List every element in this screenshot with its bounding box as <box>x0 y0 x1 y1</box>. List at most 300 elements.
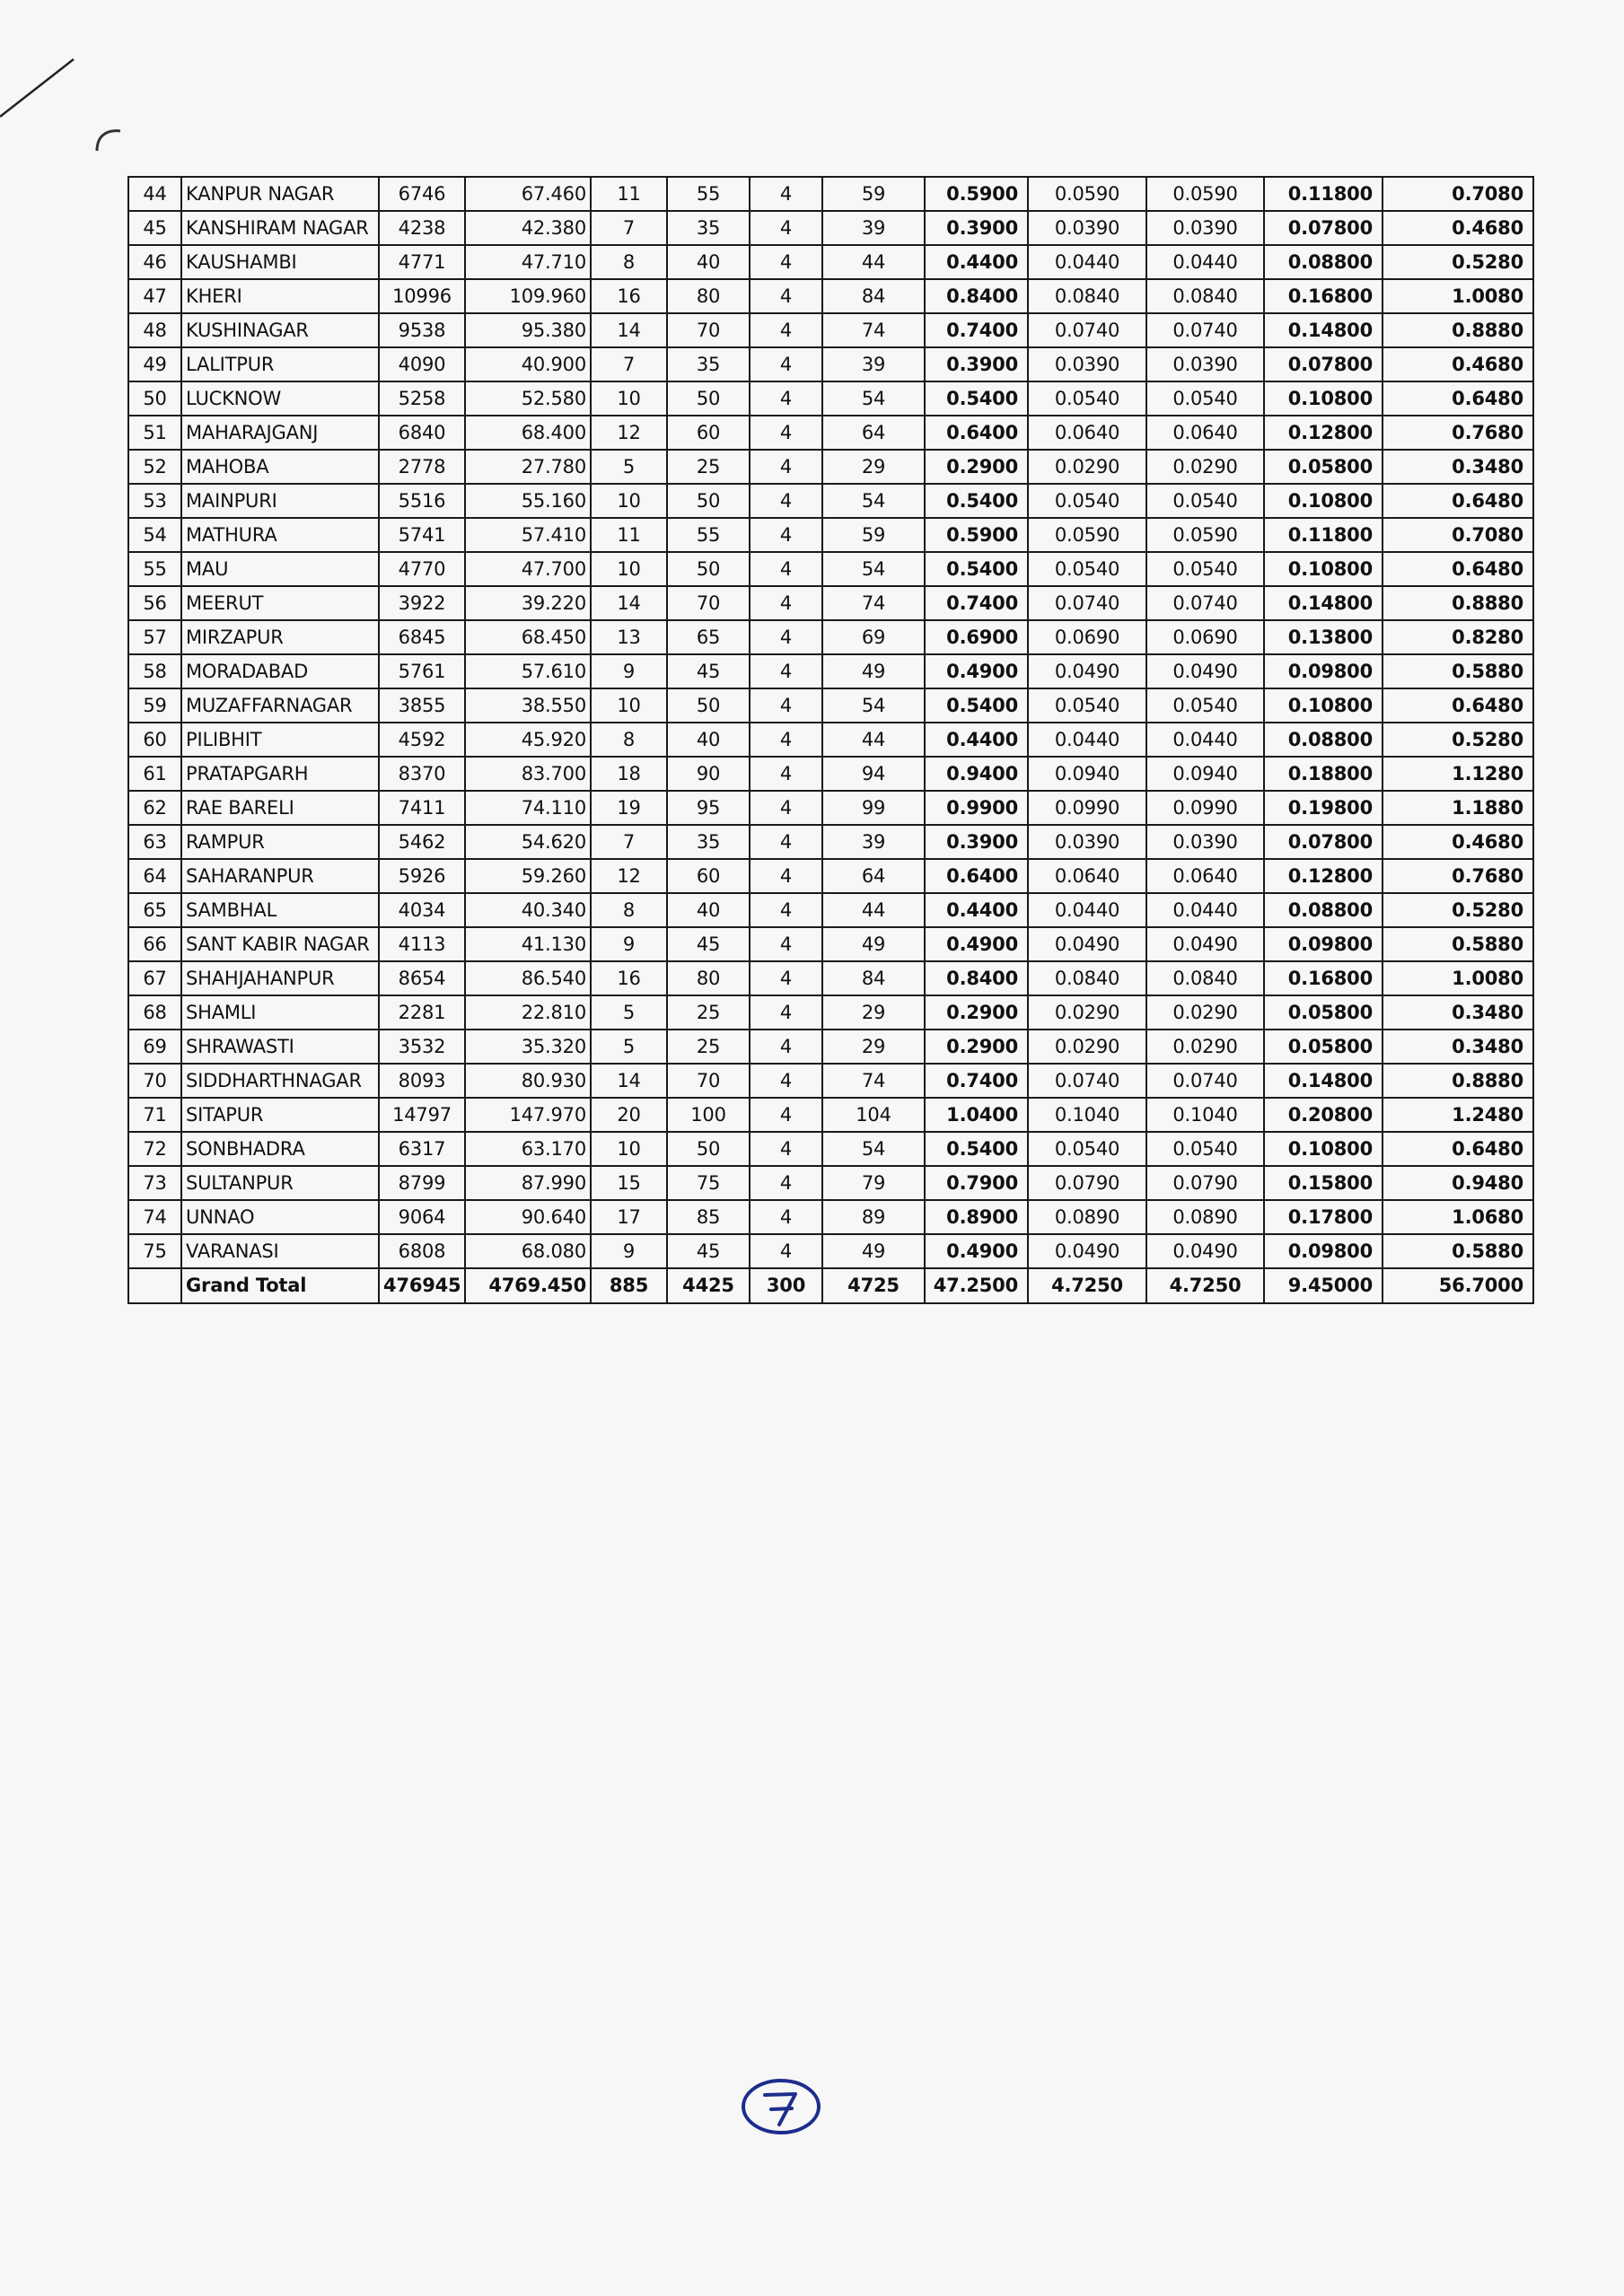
table-cell: 59.260 <box>465 859 591 893</box>
table-cell: 80.930 <box>465 1064 591 1098</box>
table-cell: 0.08800 <box>1264 245 1383 279</box>
table-cell: 0.0540 <box>1028 381 1146 416</box>
table-cell: 5 <box>591 450 667 484</box>
table-body <box>128 177 1533 1303</box>
table-cell: 45.920 <box>465 723 591 757</box>
table-cell: 4770 <box>379 552 465 586</box>
table-cell: 15 <box>591 1166 667 1200</box>
table-cell: 4 <box>750 927 822 961</box>
table-cell: 67.460 <box>465 177 591 211</box>
table-cell: 40 <box>667 893 750 927</box>
table-cell: 0.7080 <box>1383 518 1533 552</box>
table-cell: 4 <box>750 484 822 518</box>
table-cell: 0.5400 <box>925 1132 1028 1166</box>
table-row <box>128 347 1533 381</box>
table-cell: 44 <box>128 177 181 211</box>
table-cell: KANSHIRAM NAGAR <box>181 211 379 245</box>
table-cell: 19 <box>591 791 667 825</box>
table-cell: 0.4680 <box>1383 347 1533 381</box>
total-cell: 4725 <box>822 1268 925 1303</box>
table-cell: 1.2480 <box>1383 1098 1533 1132</box>
table-cell: 54.620 <box>465 825 591 859</box>
table-cell: 9538 <box>379 313 465 347</box>
table-cell: 0.8280 <box>1383 620 1533 654</box>
table-cell: 0.05800 <box>1264 450 1383 484</box>
table-cell: 0.14800 <box>1264 313 1383 347</box>
table-cell: 0.0390 <box>1028 347 1146 381</box>
table-cell: 4090 <box>379 347 465 381</box>
table-cell: KUSHINAGAR <box>181 313 379 347</box>
table-cell: 4 <box>750 211 822 245</box>
table-cell: 45 <box>667 1234 750 1268</box>
table-cell: 0.7080 <box>1383 177 1533 211</box>
table-cell: 72 <box>128 1132 181 1166</box>
table-cell: 4 <box>750 791 822 825</box>
table-cell: 89 <box>822 1200 925 1234</box>
table-cell: 38.550 <box>465 688 591 723</box>
table-cell: 0.15800 <box>1264 1166 1383 1200</box>
table-cell: 0.0690 <box>1146 620 1264 654</box>
table-cell: 74.110 <box>465 791 591 825</box>
table-cell: MAHOBA <box>181 450 379 484</box>
table-cell: 84 <box>822 279 925 313</box>
table-cell: 59 <box>128 688 181 723</box>
table-cell: 4 <box>750 381 822 416</box>
table-cell: SULTANPUR <box>181 1166 379 1200</box>
table-cell: 0.0290 <box>1028 995 1146 1030</box>
table-cell: 100 <box>667 1098 750 1132</box>
table-cell: 60 <box>667 416 750 450</box>
table-cell: 29 <box>822 1030 925 1064</box>
table-cell: MAHARAJGANJ <box>181 416 379 450</box>
table-cell: 0.0840 <box>1146 961 1264 995</box>
table-cell: UNNAO <box>181 1200 379 1234</box>
table-cell: 39.220 <box>465 586 591 620</box>
table-cell: 4 <box>750 757 822 791</box>
table-cell: 54 <box>822 484 925 518</box>
table-cell: 50 <box>667 688 750 723</box>
table-cell: 2281 <box>379 995 465 1030</box>
table-row <box>128 177 1533 211</box>
table-cell: 6845 <box>379 620 465 654</box>
table-cell: 0.0290 <box>1028 1030 1146 1064</box>
table-cell: 51 <box>128 416 181 450</box>
table-cell: 0.7400 <box>925 313 1028 347</box>
table-cell: 8654 <box>379 961 465 995</box>
table-row <box>128 757 1533 791</box>
table-cell: 8093 <box>379 1064 465 1098</box>
table-cell: 4 <box>750 313 822 347</box>
table-row <box>128 211 1533 245</box>
table-cell: 69 <box>822 620 925 654</box>
table-cell: RAMPUR <box>181 825 379 859</box>
table-cell: 4 <box>750 995 822 1030</box>
table-cell: 0.16800 <box>1264 961 1383 995</box>
table-cell: 80 <box>667 279 750 313</box>
table-cell: 4034 <box>379 893 465 927</box>
table-cell: 64 <box>822 416 925 450</box>
table-cell: 0.13800 <box>1264 620 1383 654</box>
table-cell: 0.07800 <box>1264 347 1383 381</box>
table-cell: 0.0490 <box>1146 1234 1264 1268</box>
table-row <box>128 825 1533 859</box>
table-cell: 49 <box>128 347 181 381</box>
table-cell: 0.20800 <box>1264 1098 1383 1132</box>
table-cell: 0.10800 <box>1264 381 1383 416</box>
table-cell: 40 <box>667 723 750 757</box>
table-cell: 0.1040 <box>1146 1098 1264 1132</box>
table-cell: 8 <box>591 893 667 927</box>
table-cell: 0.0790 <box>1146 1166 1264 1200</box>
table-cell: 0.10800 <box>1264 688 1383 723</box>
table-cell: 16 <box>591 961 667 995</box>
table-cell: 12 <box>591 859 667 893</box>
table-cell: 0.0540 <box>1028 1132 1146 1166</box>
table-cell: 5761 <box>379 654 465 688</box>
table-cell: SONBHADRA <box>181 1132 379 1166</box>
table-cell: 39 <box>822 211 925 245</box>
table-cell: 10996 <box>379 279 465 313</box>
table-row <box>128 484 1533 518</box>
table-cell: 67 <box>128 961 181 995</box>
table-cell: 4592 <box>379 723 465 757</box>
table-cell: 99 <box>822 791 925 825</box>
table-cell: 50 <box>667 381 750 416</box>
table-cell: 0.0540 <box>1028 688 1146 723</box>
table-cell: 0.8900 <box>925 1200 1028 1234</box>
table-cell: 55.160 <box>465 484 591 518</box>
table-cell: 0.0290 <box>1146 450 1264 484</box>
district-allocation-table-container <box>127 176 1532 1304</box>
table-cell: 0.0390 <box>1146 347 1264 381</box>
table-cell: 6840 <box>379 416 465 450</box>
table-cell: 35 <box>667 347 750 381</box>
table-cell: 4 <box>750 279 822 313</box>
table-cell: RAE BARELI <box>181 791 379 825</box>
table-cell: 7 <box>591 347 667 381</box>
table-cell: 0.0890 <box>1028 1200 1146 1234</box>
table-cell: 2778 <box>379 450 465 484</box>
table-cell: 0.3900 <box>925 211 1028 245</box>
table-cell: 35.320 <box>465 1030 591 1064</box>
table-row <box>128 1132 1533 1166</box>
table-cell: 16 <box>591 279 667 313</box>
table-cell: 57 <box>128 620 181 654</box>
table-cell: 60 <box>128 723 181 757</box>
handwritten-page-number <box>740 2075 822 2138</box>
table-cell: 69 <box>128 1030 181 1064</box>
table-cell: 0.0390 <box>1146 211 1264 245</box>
corner-curl-mark <box>88 124 133 169</box>
table-cell: 0.3480 <box>1383 450 1533 484</box>
table-cell: 0.16800 <box>1264 279 1383 313</box>
table-cell: 0.2900 <box>925 995 1028 1030</box>
table-cell: 4 <box>750 1098 822 1132</box>
table-cell: 71 <box>128 1098 181 1132</box>
table-cell: 0.07800 <box>1264 825 1383 859</box>
table-cell: 0.4400 <box>925 723 1028 757</box>
table-cell: 4 <box>750 1234 822 1268</box>
table-cell: 0.0640 <box>1146 859 1264 893</box>
table-cell: 4 <box>750 688 822 723</box>
table-cell: 53 <box>128 484 181 518</box>
table-cell: 0.0440 <box>1028 723 1146 757</box>
table-cell: 25 <box>667 995 750 1030</box>
table-cell: 68.080 <box>465 1234 591 1268</box>
table-cell: 0.0440 <box>1146 893 1264 927</box>
table-cell: 4238 <box>379 211 465 245</box>
table-cell: 56 <box>128 586 181 620</box>
table-cell: 0.8880 <box>1383 586 1533 620</box>
table-cell: 0.12800 <box>1264 416 1383 450</box>
table-cell: 4 <box>750 1166 822 1200</box>
table-cell: 5 <box>591 1030 667 1064</box>
table-cell: 0.0490 <box>1028 927 1146 961</box>
table-cell: 7411 <box>379 791 465 825</box>
table-cell: 14 <box>591 1064 667 1098</box>
table-cell: 52 <box>128 450 181 484</box>
table-cell: 39 <box>822 347 925 381</box>
table-cell: 4 <box>750 347 822 381</box>
table-cell: 9 <box>591 1234 667 1268</box>
table-cell: MEERUT <box>181 586 379 620</box>
table-cell: 90.640 <box>465 1200 591 1234</box>
table-row <box>128 279 1533 313</box>
table-cell: 10 <box>591 381 667 416</box>
table-cell: 0.19800 <box>1264 791 1383 825</box>
table-cell: SHAMLI <box>181 995 379 1030</box>
table-row <box>128 1200 1533 1234</box>
table-cell: 0.0440 <box>1146 245 1264 279</box>
table-row <box>128 961 1533 995</box>
table-cell: 55 <box>667 177 750 211</box>
table-cell: 35 <box>667 211 750 245</box>
table-cell: 0.10800 <box>1264 552 1383 586</box>
table-cell: 27.780 <box>465 450 591 484</box>
table-cell: 0.0440 <box>1146 723 1264 757</box>
table-cell: 0.6480 <box>1383 381 1533 416</box>
table-cell: 0.0490 <box>1028 654 1146 688</box>
table-cell: 4 <box>750 1132 822 1166</box>
total-cell: 9.45000 <box>1264 1268 1383 1303</box>
table-cell: 40.340 <box>465 893 591 927</box>
table-cell: 18 <box>591 757 667 791</box>
table-cell: 4 <box>750 1064 822 1098</box>
table-cell: 0.0540 <box>1028 484 1146 518</box>
table-cell: LUCKNOW <box>181 381 379 416</box>
table-cell: 0.7680 <box>1383 416 1533 450</box>
table-cell: 11 <box>591 518 667 552</box>
table-cell: 70 <box>128 1064 181 1098</box>
table-cell: 47.710 <box>465 245 591 279</box>
table-cell: 95.380 <box>465 313 591 347</box>
table-cell: 0.6480 <box>1383 1132 1533 1166</box>
table-row <box>128 245 1533 279</box>
grand-total-row <box>128 1268 1533 1303</box>
table-cell: 0.0640 <box>1028 416 1146 450</box>
table-cell: 0.0490 <box>1146 927 1264 961</box>
table-cell: 10 <box>591 552 667 586</box>
table-cell: 54 <box>822 688 925 723</box>
table-cell: 0.8880 <box>1383 313 1533 347</box>
table-cell: 6808 <box>379 1234 465 1268</box>
table-cell: 64 <box>822 859 925 893</box>
total-cell: 300 <box>750 1268 822 1303</box>
table-row <box>128 1098 1533 1132</box>
table-cell: 0.11800 <box>1264 518 1383 552</box>
table-cell: 0.0990 <box>1146 791 1264 825</box>
table-cell: 80 <box>667 961 750 995</box>
table-cell: 0.5400 <box>925 484 1028 518</box>
total-cell: 4769.450 <box>465 1268 591 1303</box>
table-cell: 0.14800 <box>1264 1064 1383 1098</box>
table-row <box>128 1166 1533 1200</box>
table-cell: KAUSHAMBI <box>181 245 379 279</box>
table-cell: 0.6400 <box>925 416 1028 450</box>
table-cell: 0.4400 <box>925 893 1028 927</box>
table-cell: LALITPUR <box>181 347 379 381</box>
table-row <box>128 654 1533 688</box>
table-cell: 1.1280 <box>1383 757 1533 791</box>
table-cell: 4 <box>750 620 822 654</box>
table-cell: 4113 <box>379 927 465 961</box>
table-cell: 0.08800 <box>1264 723 1383 757</box>
table-cell: SAMBHAL <box>181 893 379 927</box>
table-cell: 85 <box>667 1200 750 1234</box>
table-cell: 25 <box>667 1030 750 1064</box>
total-cell: 4.7250 <box>1028 1268 1146 1303</box>
table-cell: 0.0590 <box>1146 518 1264 552</box>
table-row <box>128 381 1533 416</box>
table-cell: MAINPURI <box>181 484 379 518</box>
table-cell: 50 <box>667 552 750 586</box>
table-cell: 0.5280 <box>1383 245 1533 279</box>
table-cell: SANT KABIR NAGAR <box>181 927 379 961</box>
table-cell: 83.700 <box>465 757 591 791</box>
table-cell: 3532 <box>379 1030 465 1064</box>
table-cell: 1.0080 <box>1383 961 1533 995</box>
table-cell: 0.0390 <box>1028 825 1146 859</box>
total-cell: 885 <box>591 1268 667 1303</box>
table-row <box>128 995 1533 1030</box>
table-cell: 0.05800 <box>1264 995 1383 1030</box>
table-cell: 4 <box>750 1030 822 1064</box>
table-cell: 0.0540 <box>1146 552 1264 586</box>
table-cell: 4 <box>750 825 822 859</box>
table-cell: 41.130 <box>465 927 591 961</box>
table-cell: 94 <box>822 757 925 791</box>
table-cell: 68.400 <box>465 416 591 450</box>
table-cell: 0.6400 <box>925 859 1028 893</box>
table-cell: 45 <box>667 654 750 688</box>
table-cell: 0.0640 <box>1028 859 1146 893</box>
table-cell: 0.17800 <box>1264 1200 1383 1234</box>
table-cell: 70 <box>667 1064 750 1098</box>
table-cell: 12 <box>591 416 667 450</box>
table-cell: PILIBHIT <box>181 723 379 757</box>
table-cell: 0.18800 <box>1264 757 1383 791</box>
table-row <box>128 1234 1533 1268</box>
table-cell: 63.170 <box>465 1132 591 1166</box>
table-cell: 54 <box>822 381 925 416</box>
table-cell: 54 <box>822 1132 925 1166</box>
table-cell: 3855 <box>379 688 465 723</box>
table-cell: 42.380 <box>465 211 591 245</box>
table-row <box>128 859 1533 893</box>
table-cell: 0.5880 <box>1383 1234 1533 1268</box>
table-cell: 0.0740 <box>1146 313 1264 347</box>
table-cell: 39 <box>822 825 925 859</box>
table-cell: 0.0490 <box>1146 654 1264 688</box>
table-cell: 8 <box>591 245 667 279</box>
table-cell: 0.6480 <box>1383 484 1533 518</box>
table-cell: VARANASI <box>181 1234 379 1268</box>
table-cell: 0.10800 <box>1264 1132 1383 1166</box>
table-cell: 0.5880 <box>1383 654 1533 688</box>
table-cell: 90 <box>667 757 750 791</box>
table-cell: 0.5900 <box>925 177 1028 211</box>
table-cell: 5926 <box>379 859 465 893</box>
table-cell: 17 <box>591 1200 667 1234</box>
table-cell: 0.4900 <box>925 654 1028 688</box>
table-cell: 65 <box>128 893 181 927</box>
table-cell: SHAHJAHANPUR <box>181 961 379 995</box>
table-cell: 65 <box>667 620 750 654</box>
table-cell: MUZAFFARNAGAR <box>181 688 379 723</box>
table-cell: MAU <box>181 552 379 586</box>
table-cell: 0.09800 <box>1264 654 1383 688</box>
table-cell: 87.990 <box>465 1166 591 1200</box>
total-cell: 47.2500 <box>925 1268 1028 1303</box>
table-cell: 40 <box>667 245 750 279</box>
table-cell: 5 <box>591 995 667 1030</box>
table-cell: 3922 <box>379 586 465 620</box>
table-cell: 60 <box>667 859 750 893</box>
table-cell: 0.3900 <box>925 347 1028 381</box>
table-cell: 4 <box>750 518 822 552</box>
table-cell: 35 <box>667 825 750 859</box>
table-cell: MORADABAD <box>181 654 379 688</box>
table-cell: 0.4400 <box>925 245 1028 279</box>
table-cell: 61 <box>128 757 181 791</box>
table-cell: 0.0890 <box>1146 1200 1264 1234</box>
table-cell: SAHARANPUR <box>181 859 379 893</box>
table-cell: 14 <box>591 313 667 347</box>
table-cell: 0.0290 <box>1028 450 1146 484</box>
table-cell: 84 <box>822 961 925 995</box>
table-row <box>128 688 1533 723</box>
table-cell: 4 <box>750 586 822 620</box>
table-cell: MATHURA <box>181 518 379 552</box>
table-cell: 86.540 <box>465 961 591 995</box>
table-cell: 0.12800 <box>1264 859 1383 893</box>
table-cell: 0.5400 <box>925 552 1028 586</box>
table-cell: 1.0080 <box>1383 279 1533 313</box>
table-cell: 14 <box>591 586 667 620</box>
table-cell: 0.0940 <box>1028 757 1146 791</box>
table-cell: 70 <box>667 313 750 347</box>
table-cell: 104 <box>822 1098 925 1132</box>
table-cell: 0.0690 <box>1028 620 1146 654</box>
table-cell: 75 <box>128 1234 181 1268</box>
table-row <box>128 723 1533 757</box>
district-allocation-table <box>127 176 1534 1304</box>
table-cell: 0.14800 <box>1264 586 1383 620</box>
table-cell: 5741 <box>379 518 465 552</box>
table-cell: 68 <box>128 995 181 1030</box>
table-cell: 74 <box>822 586 925 620</box>
table-cell: 0.3480 <box>1383 1030 1533 1064</box>
